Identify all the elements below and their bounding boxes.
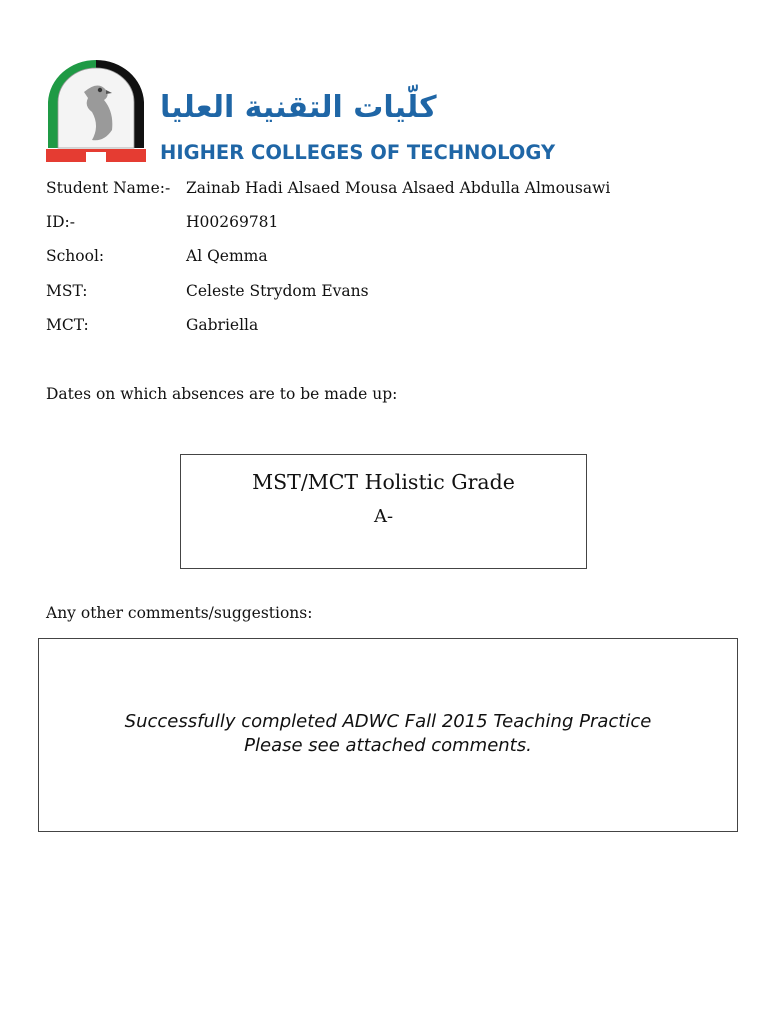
comments-box bbox=[38, 638, 738, 832]
falcon-arch-emblem-icon bbox=[44, 56, 148, 164]
comment-line-2: Please see attached comments. bbox=[244, 735, 532, 756]
comment-line-1: Successfully completed ADWC Fall 2015 Teaching Practice bbox=[124, 711, 652, 732]
mst-row bbox=[46, 282, 369, 300]
grade-value: A- bbox=[373, 506, 394, 527]
school-value: Al Qemma bbox=[186, 247, 268, 265]
logo-arabic-text: كلّيات التقنية العليا bbox=[160, 90, 437, 125]
student-id-row bbox=[46, 213, 278, 231]
mst-label: MST: bbox=[46, 282, 88, 300]
logo-english-text: HIGHER COLLEGES OF TECHNOLOGY bbox=[160, 141, 556, 164]
grade-title: MST/MCT Holistic Grade bbox=[252, 470, 515, 494]
school-row bbox=[46, 247, 268, 265]
student-name-row bbox=[46, 179, 610, 197]
mct-row bbox=[46, 316, 258, 334]
school-label: School: bbox=[46, 247, 105, 265]
comments-label: Any other comments/suggestions: bbox=[46, 604, 313, 622]
student-id-value: H00269781 bbox=[186, 213, 279, 231]
absences-label: Dates on which absences are to be made up: bbox=[46, 385, 398, 403]
student-name-label: Student Name:- bbox=[46, 179, 171, 197]
hct-logo bbox=[44, 56, 564, 168]
student-id-label: ID:- bbox=[46, 213, 76, 231]
mct-value: Gabriella bbox=[186, 316, 259, 334]
mct-label: MCT: bbox=[46, 316, 89, 334]
holistic-grade-box bbox=[180, 454, 587, 569]
student-name-value: Zainab Hadi Alsaed Mousa Alsaed Abdulla Almousawi bbox=[186, 179, 611, 197]
mst-value: Celeste Strydom Evans bbox=[186, 282, 369, 300]
